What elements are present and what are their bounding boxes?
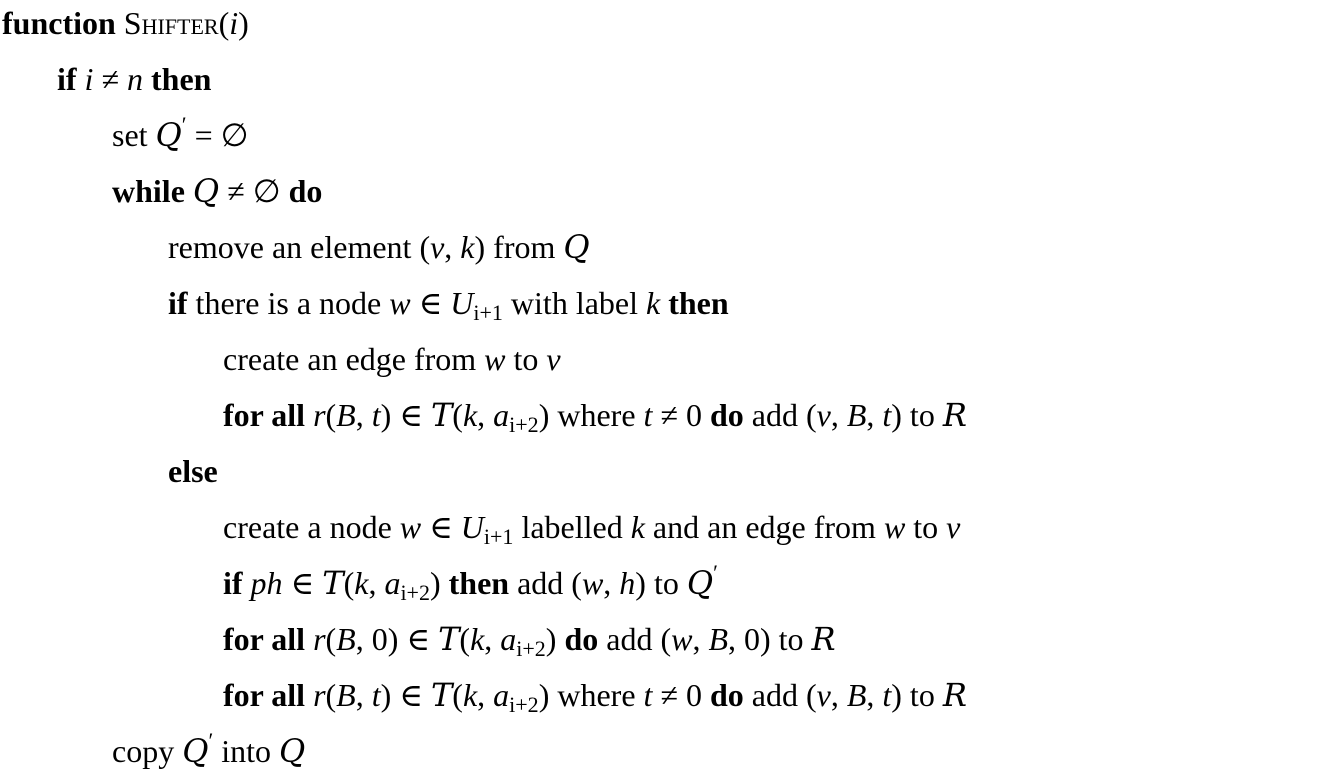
text-fragment: , — [830, 397, 847, 433]
text-fragment — [305, 397, 313, 433]
calligraphic-symbol: T — [322, 564, 344, 602]
keyword: while — [112, 173, 185, 209]
math-variable: t — [643, 397, 653, 433]
math-variable: r — [313, 677, 326, 713]
subscript: i+1 — [483, 524, 514, 549]
math-variable: k — [630, 509, 645, 545]
algo-line-remove-element — [168, 224, 590, 280]
keyword: then — [448, 565, 510, 601]
text-fragment: copy — [112, 733, 183, 769]
keyword: then — [151, 61, 212, 97]
calligraphic-symbol: Q — [155, 116, 182, 154]
text-fragment: ( — [343, 565, 355, 601]
algo-line-if-ph-add-q-prime — [223, 560, 718, 616]
text-fragment: , — [603, 565, 620, 601]
keyword: do — [288, 173, 323, 209]
text-fragment: ( — [452, 397, 463, 433]
keyword: do — [709, 397, 744, 433]
math-variable: v — [816, 677, 831, 713]
keyword: do — [564, 621, 599, 657]
text-fragment — [660, 285, 668, 321]
subscript: i+1 — [473, 300, 503, 325]
text-fragment — [185, 173, 193, 209]
math-variable: k — [646, 285, 661, 321]
calligraphic-symbol: T — [438, 620, 460, 658]
calligraphic-symbol: Q — [686, 564, 714, 602]
text-fragment — [305, 677, 313, 713]
prime-mark: ′ — [181, 112, 187, 137]
math-variable: w — [581, 565, 604, 601]
text-fragment: add ( — [598, 621, 672, 657]
math-variable: ph — [250, 565, 283, 601]
keyword: for all — [223, 677, 306, 713]
keyword: if — [168, 285, 188, 321]
math-variable: a — [493, 397, 510, 433]
math-variable: r — [313, 397, 326, 433]
subscript: i+2 — [400, 580, 430, 605]
algo-line-create-node — [223, 504, 960, 560]
text-fragment: ) to — [891, 397, 943, 433]
math-variable: w — [883, 509, 906, 545]
calligraphic-symbol: Q — [192, 172, 220, 210]
text-fragment: , 0) to — [728, 621, 812, 657]
text-fragment: , — [355, 677, 372, 713]
text-fragment — [305, 621, 313, 657]
math-variable: t — [643, 677, 653, 713]
text-fragment: set — [112, 117, 156, 153]
math-variable: k — [462, 397, 478, 433]
text-fragment: ) — [429, 565, 449, 601]
algo-line-else — [168, 448, 218, 504]
text-fragment: , — [355, 397, 372, 433]
math-variable: U — [460, 509, 484, 545]
text-fragment — [77, 61, 85, 97]
text-fragment: ) to — [635, 565, 687, 601]
text-fragment: add ( — [509, 565, 582, 601]
math-variable: i — [229, 5, 239, 41]
text-fragment: create an edge from — [223, 341, 485, 377]
math-variable: a — [493, 677, 510, 713]
text-fragment: , — [830, 677, 847, 713]
keyword: do — [709, 677, 744, 713]
text-fragment: ∈ — [282, 565, 323, 601]
keyword: function — [2, 5, 116, 41]
algo-line-create-edge — [223, 336, 561, 392]
text-fragment: to — [905, 509, 947, 545]
text-fragment: , — [866, 677, 883, 713]
math-variable: i — [84, 61, 94, 97]
text-fragment: ∈ — [410, 285, 451, 321]
math-variable: k — [470, 621, 485, 657]
calligraphic-symbol: R — [811, 620, 836, 658]
keyword: if — [223, 565, 243, 601]
math-variable: a — [500, 621, 517, 657]
text-fragment: ( — [218, 5, 230, 41]
text-fragment: , 0) ∈ — [355, 621, 439, 657]
math-variable: t — [882, 397, 892, 433]
math-variable: k — [462, 677, 478, 713]
algo-line-for-all-zero-add-r — [223, 616, 836, 672]
math-variable: U — [450, 285, 474, 321]
math-variable: B — [336, 397, 356, 433]
subscript: i+2 — [509, 412, 539, 437]
math-variable: n — [127, 61, 143, 97]
math-variable: v — [816, 397, 831, 433]
text-fragment: ( — [325, 621, 337, 657]
math-variable: w — [484, 341, 506, 377]
algo-line-function-header — [2, 0, 249, 56]
text-fragment: , — [477, 677, 494, 713]
keyword: then — [668, 285, 729, 321]
calligraphic-symbol: Q — [279, 732, 306, 770]
text-fragment: ) — [238, 5, 249, 41]
text-fragment: ) to — [891, 677, 943, 713]
subscript: i+2 — [516, 636, 546, 661]
text-fragment: ≠ 0 — [652, 677, 710, 713]
text-fragment: with label — [502, 285, 646, 321]
text-fragment: ≠ — [93, 61, 127, 97]
algo-line-set-q-prime — [112, 112, 249, 168]
keyword: for all — [223, 621, 306, 657]
math-variable: a — [384, 565, 401, 601]
function-name: Shifter — [123, 5, 219, 41]
text-fragment: ≠ 0 — [652, 397, 710, 433]
text-fragment: into — [213, 733, 280, 769]
text-fragment: , — [866, 397, 883, 433]
text-fragment: ) ∈ — [380, 397, 431, 433]
text-fragment: = ∅ — [186, 117, 249, 153]
math-variable: w — [399, 509, 422, 545]
text-fragment: ) where — [538, 677, 644, 713]
text-fragment: labelled — [513, 509, 631, 545]
text-fragment: and an edge from — [644, 509, 884, 545]
text-fragment: , — [444, 229, 461, 265]
keyword: for all — [223, 397, 306, 433]
math-variable: k — [354, 565, 369, 601]
algo-line-while-q-nonempty — [112, 168, 322, 224]
algo-line-for-all-add-r — [223, 392, 967, 448]
math-variable: B — [846, 677, 867, 713]
text-fragment: ) — [545, 621, 565, 657]
text-fragment — [143, 61, 151, 97]
math-variable: t — [882, 677, 892, 713]
calligraphic-symbol: R — [942, 396, 967, 434]
math-variable: t — [371, 397, 381, 433]
calligraphic-symbol: T — [430, 676, 453, 714]
algo-line-for-all-nonzero-add-r — [223, 672, 967, 728]
math-variable: r — [313, 621, 326, 657]
math-variable: v — [430, 229, 445, 265]
text-fragment: ( — [452, 677, 463, 713]
text-fragment: , — [484, 621, 501, 657]
text-fragment — [243, 565, 251, 601]
text-fragment — [116, 5, 124, 41]
math-variable: h — [619, 565, 636, 601]
text-fragment: create a node — [223, 509, 400, 545]
calligraphic-symbol: Q — [563, 228, 590, 266]
algo-line-if-node-exists — [168, 280, 729, 336]
text-fragment: ∈ — [421, 509, 461, 545]
math-variable: w — [671, 621, 693, 657]
keyword: else — [168, 453, 218, 489]
text-fragment: add ( — [743, 397, 817, 433]
text-fragment: remove an element ( — [168, 229, 431, 265]
text-fragment: add ( — [743, 677, 817, 713]
calligraphic-symbol: R — [942, 676, 967, 714]
calligraphic-symbol: T — [430, 396, 453, 434]
text-fragment: , — [692, 621, 709, 657]
subscript: i+2 — [509, 692, 539, 717]
math-variable: w — [389, 285, 411, 321]
keyword: if — [57, 61, 77, 97]
math-variable: v — [946, 509, 961, 545]
text-fragment: ( — [325, 677, 337, 713]
math-variable: B — [846, 397, 867, 433]
text-fragment: , — [368, 565, 385, 601]
text-fragment: ≠ ∅ — [219, 173, 289, 209]
math-variable: B — [336, 677, 356, 713]
text-fragment: there is a node — [187, 285, 390, 321]
text-fragment: ) where — [538, 397, 644, 433]
text-fragment: ( — [459, 621, 471, 657]
text-fragment: , — [477, 397, 494, 433]
math-variable: t — [371, 677, 381, 713]
math-variable: v — [546, 341, 561, 377]
text-fragment: ( — [325, 397, 337, 433]
text-fragment: ) from — [474, 229, 564, 265]
text-fragment: ) ∈ — [380, 677, 431, 713]
math-variable: B — [336, 621, 356, 657]
prime-mark: ′ — [713, 560, 718, 585]
prime-mark: ′ — [208, 728, 214, 753]
math-variable: B — [708, 621, 728, 657]
calligraphic-symbol: Q — [182, 732, 209, 770]
text-fragment: to — [505, 341, 547, 377]
algo-line-if-i-not-n — [57, 56, 211, 112]
math-variable: k — [460, 229, 475, 265]
